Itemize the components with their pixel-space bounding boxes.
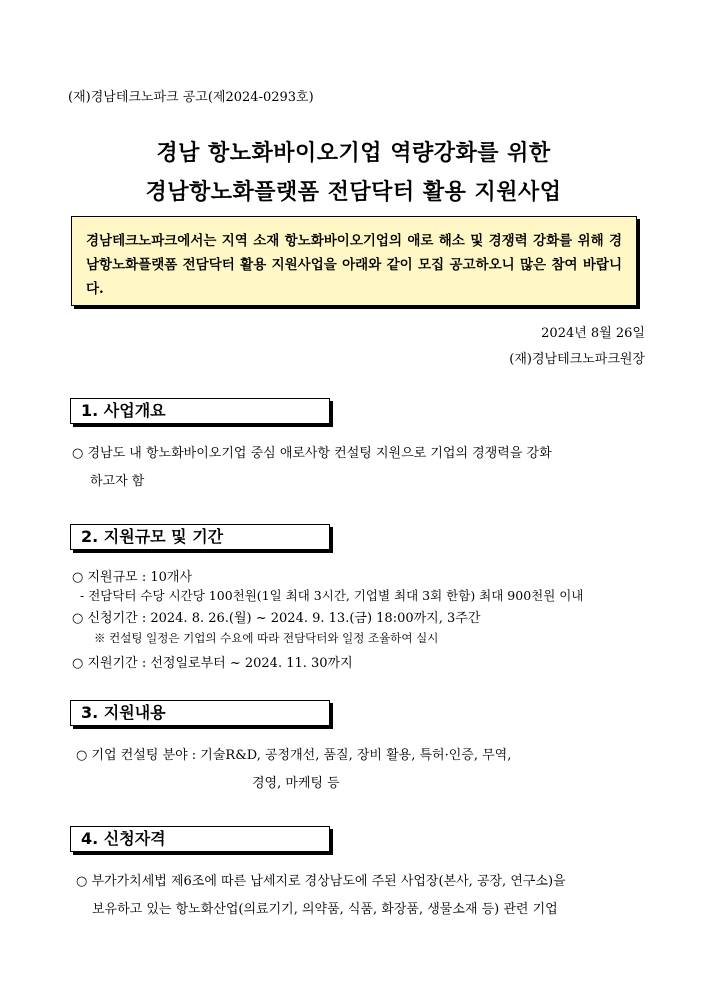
section-heading-overview: 1. 사업개요 bbox=[70, 398, 330, 424]
notice-number: (재)경남테크노파크 공고(제2024-0293호) bbox=[68, 90, 314, 105]
eligibility-line-2: 보유하고 있는 항노화산업(의료기기, 의약품, 식품, 화장품, 생물소재 등) 관련 기업 bbox=[92, 902, 558, 917]
page-title-line-2: 경남항노화플랫폼 전담닥터 활용 지원사업 bbox=[145, 180, 562, 205]
schedule-note-line: ※ 컨설팅 일정은 기업의 수요에 따라 전담닥터와 일정 조율하여 실시 bbox=[94, 631, 439, 645]
section-heading-scale-period: 2. 지원규모 및 기간 bbox=[70, 524, 330, 550]
support-period-line: ○ 지원기간 : 선정일로부터 ~ 2024. 11. 30까지 bbox=[72, 656, 353, 671]
section-heading-content: 3. 지원내용 bbox=[70, 700, 330, 726]
section-heading-eligibility: 4. 신청자격 bbox=[70, 826, 330, 852]
content-line-2: 경영, 마케팅 등 bbox=[252, 776, 340, 791]
overview-line-1: ○ 경남도 내 항노화바이오기업 중심 애로사항 컨설팅 지원으로 기업의 경쟁력을 강화 bbox=[72, 446, 552, 461]
scale-line: ○ 지원규모 : 10개사 bbox=[72, 570, 193, 585]
content-line-1: ○ 기업 컨설팅 분야 : 기술R&D, 공정개선, 품질, 장비 활용, 특허·인증, 무역, bbox=[76, 748, 512, 763]
page-title-line-1: 경남 항노화바이오기업 역량강화를 위한 bbox=[156, 141, 551, 166]
issuer-name: (재)경남테크노파크원장 bbox=[509, 352, 645, 367]
intro-box: 경남테크노파크에서는 지역 소재 항노화바이오기업의 애로 해소 및 경쟁력 강화를 위해 경남항노화플랫폼 전담닥터 활용 지원사업을 아래와 같이 모집 공고하오니 많은 참여 바랍니다. bbox=[71, 216, 637, 306]
overview-line-2: 하고자 함 bbox=[90, 474, 145, 489]
announcement-date: 2024년 8월 26일 bbox=[541, 326, 645, 341]
eligibility-line-1: ○ 부가가치세법 제6조에 따른 납세지로 경상남도에 주된 사업장(본사, 공장, 연구소)을 bbox=[76, 874, 566, 889]
allowance-line: - 전담닥터 수당 시간당 100천원(1일 최대 3시간, 기업별 최대 3회 한함) 최대 900천원 이내 bbox=[80, 588, 584, 603]
application-period-line: ○ 신청기간 : 2024. 8. 26.(월) ~ 2024. 9. 13.(금) 18:00까지, 3주간 bbox=[72, 611, 481, 626]
